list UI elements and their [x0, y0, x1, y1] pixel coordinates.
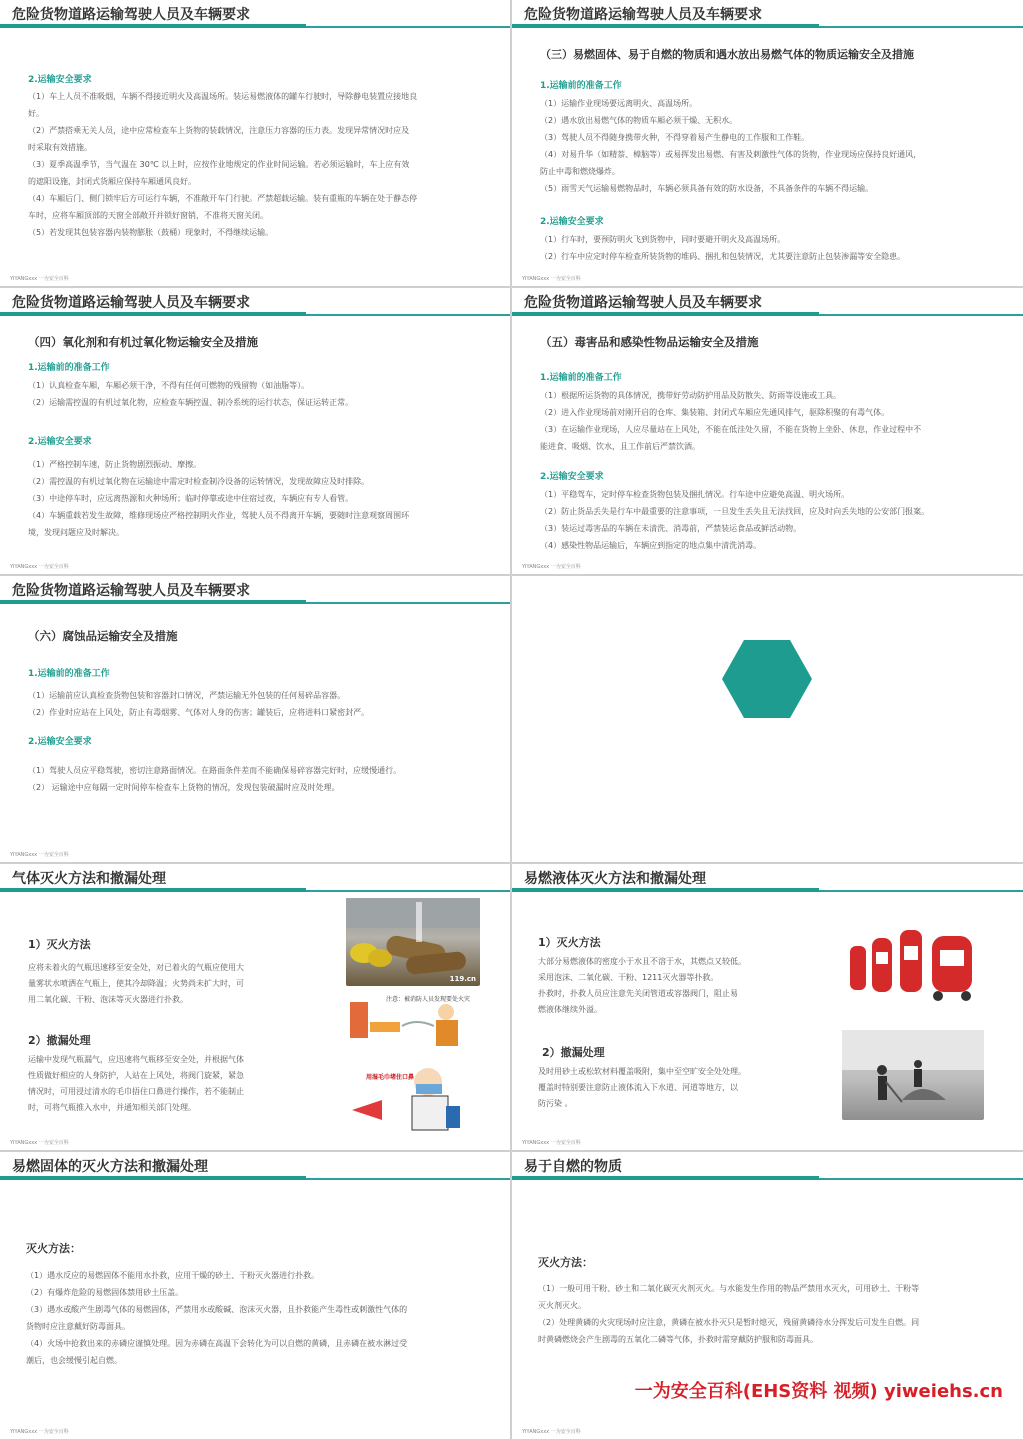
fire-method-heading: 灭火方法： — [26, 1242, 81, 1255]
body-text — [28, 762, 503, 796]
slide-title: 危险货物道路运输驾驶人员及车辆要求 — [524, 295, 762, 311]
slide-footer: YIYANGxxx 一为安全百科 — [10, 1140, 69, 1146]
text-line: 时黄磷燃烧会产生剧毒的五氧化二磷等气体，扑救时需穿戴防护服和防毒面具。 — [538, 1335, 818, 1344]
text-line: （2）防止货品丢失是行车中最重要的注意事项，一旦发生丢失且无法找回，应及时向丢失地的公安部门报案。 — [540, 507, 930, 516]
body-text — [538, 954, 828, 1018]
slide-title: 危险货物道路运输驾驶人员及车辆要求 — [12, 7, 250, 23]
text-line: （2）作业时应站在上风处，防止有毒烟雾、气体对人身的伤害；罐装后，应将进料口紧密封严。 — [28, 708, 370, 717]
text-line: （2）有爆炸危险的易燃固体禁用砂土压盖。 — [26, 1288, 184, 1297]
text-line: 好。 — [28, 109, 44, 118]
section-heading: （三）易燃固体、易于自燃的物质和遇水放出易燃气体的物质运输安全及措施 — [540, 48, 914, 61]
slide-title: 危险货物道路运输驾驶人员及车辆要求 — [524, 7, 762, 23]
leak-handling-heading: 2）撤漏处理 — [542, 1046, 605, 1059]
site-watermark: 一为安全百科(EHS资料 视频) yiweiehs.cn — [634, 1381, 1003, 1402]
text-line: （5）雨雪天气运输易燃物品时，车辆必须具备有效的防水设备，不具备条件的车辆不得运输。 — [540, 184, 874, 193]
text-line: 时采取有效措施。 — [28, 143, 92, 152]
slide-4 — [512, 288, 1023, 574]
subsection-heading: 2.运输安全要求 — [540, 472, 604, 482]
fire-method-heading: 灭火方法： — [538, 1256, 593, 1269]
text-line: （5）若发现其包装容器内装物膨胀（鼓桶）现象时，不得继续运输。 — [28, 228, 274, 237]
fire-method-heading: 1）灭火方法 — [538, 936, 601, 949]
text-line: （3）装运过毒害品的车辆在未清洗、消毒前，严禁装运食品或鲜活动物。 — [540, 524, 802, 533]
text-line: 运输中发现气瓶漏气，应迅速将气瓶移至安全处，并根据气体 — [28, 1055, 244, 1064]
text-line: （2）进入作业现场前对刚开启的仓库、集装箱、封闭式车厢应先通风排气，驱除积聚的有毒气体。 — [540, 408, 890, 417]
slide-footer: YIYANGxxx 一为安全百科 — [522, 1429, 581, 1435]
slide-footer: YIYANGxxx 一为安全百科 — [10, 852, 69, 858]
leak-handling-heading: 2）撤漏处理 — [28, 1034, 91, 1047]
text-line: （1）一般可用干粉、砂土和二氧化碳灭火剂灭火。与水能发生作用的物品严禁用水灭火，可用砂土、干粉等 — [538, 1284, 920, 1293]
text-line: 及时用砂土或松软材料覆盖吸附，集中至空旷安全处处理。 — [538, 1067, 746, 1076]
text-line: 燃液体继续外溢。 — [538, 1005, 602, 1014]
text-line: （4）车厢后门、侧门锁牢后方可运行车辆，不准敞开车门行驶。严禁超载运输。装有重瓶的车辆在处于静态停 — [28, 194, 418, 203]
spray-cartoon — [346, 992, 480, 1052]
body-text — [540, 95, 1015, 197]
text-line: （3）遇水或酸产生剧毒气体的易燃固体，严禁用水或酸碱、泡沫灭火器，且扑救能产生毒性或刺激性气体的 — [26, 1305, 408, 1314]
text-line: （1）遇水反应的易燃固体不能用水扑救，应用干燥的砂土、干粉灭火器进行扑救。 — [26, 1271, 320, 1280]
body-text — [540, 387, 1018, 455]
text-line: （3）夏季高温季节，当气温在 30℃ 以上时，应按作业地规定的作业时间运输。若必须运输时，车上应有效 — [28, 160, 410, 169]
subsection-heading: 2.运输安全要求 — [28, 75, 92, 85]
text-line: （2）需控温的有机过氧化物在运输途中需定时检查制冷设备的运转情况，发现故障应及时排除。 — [28, 477, 370, 486]
slide-5 — [0, 576, 510, 862]
text-line: 灭火剂灭火。 — [538, 1301, 586, 1310]
slide-footer: YIYANGxxx 一为安全百科 — [10, 1429, 69, 1435]
subsection-heading: 2.运输安全要求 — [28, 737, 92, 747]
text-line: （3）中途停车时，应远离热源和火种场所；临时停靠或途中住宿过夜，车辆应有专人看管。 — [28, 494, 354, 503]
text-line: 防污染 。 — [538, 1099, 573, 1108]
subsection-heading: 1.运输前的准备工作 — [540, 81, 622, 91]
subsection-heading: 1.运输前的准备工作 — [540, 373, 622, 383]
text-line: （3）在运输作业现场，人应尽量站在上风处，不能在低洼处久留，不能在货物上坐卧、休息，作业过程中不 — [540, 425, 922, 434]
text-line: 境，发现问题应及时解决。 — [28, 528, 124, 537]
slide-footer: YIYANGxxx 一为安全百科 — [522, 1140, 581, 1146]
towel-cartoon — [346, 1056, 480, 1136]
text-line: （1）运输前应认真检查货物包装和容器封口情况，严禁运输无外包装的任何易碎品容器。 — [28, 691, 346, 700]
slide-footer: YIYANGxxx 一为安全百科 — [522, 564, 581, 570]
body-text — [28, 960, 328, 1008]
slide-3 — [0, 288, 510, 574]
body-text — [540, 231, 1015, 265]
text-line: （4）火场中抢救出来的赤磷应谨慎处理。因为赤磷在高温下会转化为可以自燃的黄磷，且赤磷在被水淋过受 — [26, 1339, 408, 1348]
text-line: 量雾状水喷洒在气瓶上，使其冷却降温；火势尚未扩大时，可 — [28, 979, 244, 988]
slide-title: 易燃固体的灭火方法和撤漏处理 — [12, 1159, 208, 1175]
body-text — [28, 456, 503, 541]
slide-8 — [512, 864, 1023, 1150]
slide-title: 易燃液体灭火方法和撤漏处理 — [524, 871, 706, 887]
subsection-heading: 1.运输前的准备工作 — [28, 363, 110, 373]
slide-6 — [512, 576, 1023, 862]
slide-title: 危险货物道路运输驾驶人员及车辆要求 — [12, 295, 250, 311]
text-line: 用二氧化碳、干粉、泡沫等灭火器进行扑救。 — [28, 995, 188, 1004]
slide-footer: YIYANGxxx 一为安全百科 — [522, 276, 581, 282]
body-text — [28, 377, 503, 411]
slide-footer: YIYANGxxx 一为安全百科 — [10, 564, 69, 570]
text-line: 的遮阳设施，封闭式货厢应保持车厢通风良好。 — [28, 177, 196, 186]
body-text — [538, 1064, 828, 1112]
slide-footer: YIYANGxxx 一为安全百科 — [10, 276, 69, 282]
text-line: （1）运输作业现场要远离明火、高温场所。 — [540, 99, 698, 108]
text-line: （4）车辆重载若发生故障，维修现场应严格控制明火作业，驾驶人员不得离开车辆，要随时注意观察周围环 — [28, 511, 410, 520]
gas-cylinder-photo — [346, 898, 480, 986]
fire-method-heading: 1）灭火方法 — [28, 938, 91, 951]
text-line: （2）行车中应定时停车检查所装货物的堆码、捆扎和包装情况，尤其要注意防止包装渗漏等安全隐患。 — [540, 252, 906, 261]
sand-covering-photo — [842, 1030, 984, 1120]
body-text — [28, 1052, 328, 1116]
text-line: （4）感染性物品运输后，车辆应到指定的地点集中清洗消毒。 — [540, 541, 762, 550]
text-line: 采用泡沫、二氧化碳、干粉、1211灭火器等扑救。 — [538, 973, 719, 982]
text-line: （1）行车时，要预防明火飞到货物中，同时要避开明火及高温场所。 — [540, 235, 786, 244]
text-line: （1）驾驶人员应平稳驾驶，密切注意路面情况。在路面条件差而不能确保易碎容器完好时，应缓慢通行。 — [28, 766, 402, 775]
text-line: （3）驾驶人员不得随身携带火种，不得穿着易产生静电的工作服和工作鞋。 — [540, 133, 810, 142]
text-line: 情况时，可用浸过清水的毛巾捂住口鼻进行操作，若不能制止 — [28, 1087, 244, 1096]
text-line: （2）处理黄磷的火灾现场时应注意，黄磷在被水扑灭只是暂时熄灭，残留黄磷待水分挥发后可发生自燃。同 — [538, 1318, 920, 1327]
text-line: 能进食、吸烟、饮水，且工作前后严禁饮酒。 — [540, 442, 700, 451]
text-line: （2）遇水放出易燃气体的物质车厢必须干燥、无积水。 — [540, 116, 738, 125]
body-text — [28, 88, 498, 241]
slide-1 — [0, 0, 510, 286]
subsection-heading: 2.运输安全要求 — [540, 217, 604, 227]
text-line: 时，可将气瓶推入水中，并通知相关部门处理。 — [28, 1103, 196, 1112]
text-line: （2）严禁搭乘无关人员，途中应常检查车上货物的装载情况，注意压力容器的压力表。发现异常情况时应及 — [28, 126, 410, 135]
body-text — [28, 687, 503, 721]
slide-title: 气体灭火方法和撤漏处理 — [12, 871, 166, 887]
text-line: （1）平稳驾车，定时停车检查货物包装及捆扎情况。行车途中应避免高温、明火场所。 — [540, 490, 850, 499]
section-heading: （四）氧化剂和有机过氧化物运输安全及措施 — [28, 335, 258, 349]
text-line: 扑救时，扑救人员应注意先关闭管道或容器阀门，阻止易 — [538, 989, 738, 998]
slide-9 — [0, 1152, 510, 1439]
text-line: 潮后，也会缓慢引起自燃。 — [26, 1356, 122, 1365]
photo-caption: 119.cn — [449, 975, 476, 983]
cartoon-caption: 用湿毛巾堵住口鼻 — [366, 1074, 415, 1081]
slide-title: 易于自燃的物质 — [524, 1159, 622, 1175]
text-line: 应将未着火的气瓶迅速移至安全处，对已着火的气瓶应使用大 — [28, 963, 244, 972]
text-line: （1）根据所运货物的具体情况，携带好劳动防护用品及防散失、防雨等设施或工具。 — [540, 391, 842, 400]
text-line: （1）严格控制车速，防止货物剧烈振动、摩擦。 — [28, 460, 202, 469]
text-line: 性质做好相应的人身防护，人站在上风处，将阀门旋紧，紧急 — [28, 1071, 244, 1080]
slide-title: 危险货物道路运输驾驶人员及车辆要求 — [12, 583, 250, 599]
body-text — [540, 486, 1018, 554]
text-line: （1）车上人员不准吸烟，车辆不得接近明火及高温场所。装运易燃液体的罐车行驶时，导除静电装置应接地良 — [28, 92, 418, 101]
text-line: 防止中毒和燃烧爆炸。 — [540, 167, 620, 176]
slide-2 — [512, 0, 1023, 286]
section-heading: （五）毒害品和感染性物品运输安全及措施 — [540, 335, 759, 349]
subsection-heading: 2.运输安全要求 — [28, 437, 92, 447]
text-line: （4）对易升华（如精萘、樟脑等）或易挥发出易燃、有害及刺激性气体的货物，作业现场应保持良好通风， — [540, 150, 922, 159]
hexagon-decoration — [722, 640, 812, 718]
subsection-heading: 1.运输前的准备工作 — [28, 669, 110, 679]
cartoon-caption: 注意：被消防人员发现要处火灾 — [386, 996, 471, 1003]
text-line: 覆盖时特别要注意防止液体流入下水道、河道等地方，以 — [538, 1083, 738, 1092]
body-text — [538, 1280, 1018, 1348]
text-line: 大部分易燃液体的密度小于水且不溶于水，其燃点又较低。 — [538, 957, 746, 966]
fire-extinguisher-photo — [842, 916, 984, 1002]
slide-7 — [0, 864, 510, 1150]
body-text — [26, 1267, 506, 1369]
section-heading: （六）腐蚀品运输安全及措施 — [28, 629, 178, 643]
text-line: （2） 运输途中应每隔一定时间停车检查车上货物的情况，发现包装破漏时应及时处理。 — [28, 783, 340, 792]
text-line: （1）认真检查车厢，车厢必须干净，不得有任何可燃物的残留物（如油脂等）。 — [28, 381, 310, 390]
text-line: 货物时应注意戴好防毒面具。 — [26, 1322, 130, 1331]
text-line: （2）运输需控温的有机过氧化物，应检查车辆控温、制冷系统的运行状态，保证运转正常。 — [28, 398, 354, 407]
text-line: 车时，应将车厢顶部的天窗全部敞开并锁好窗销，不准将天窗关闭。 — [28, 211, 268, 220]
